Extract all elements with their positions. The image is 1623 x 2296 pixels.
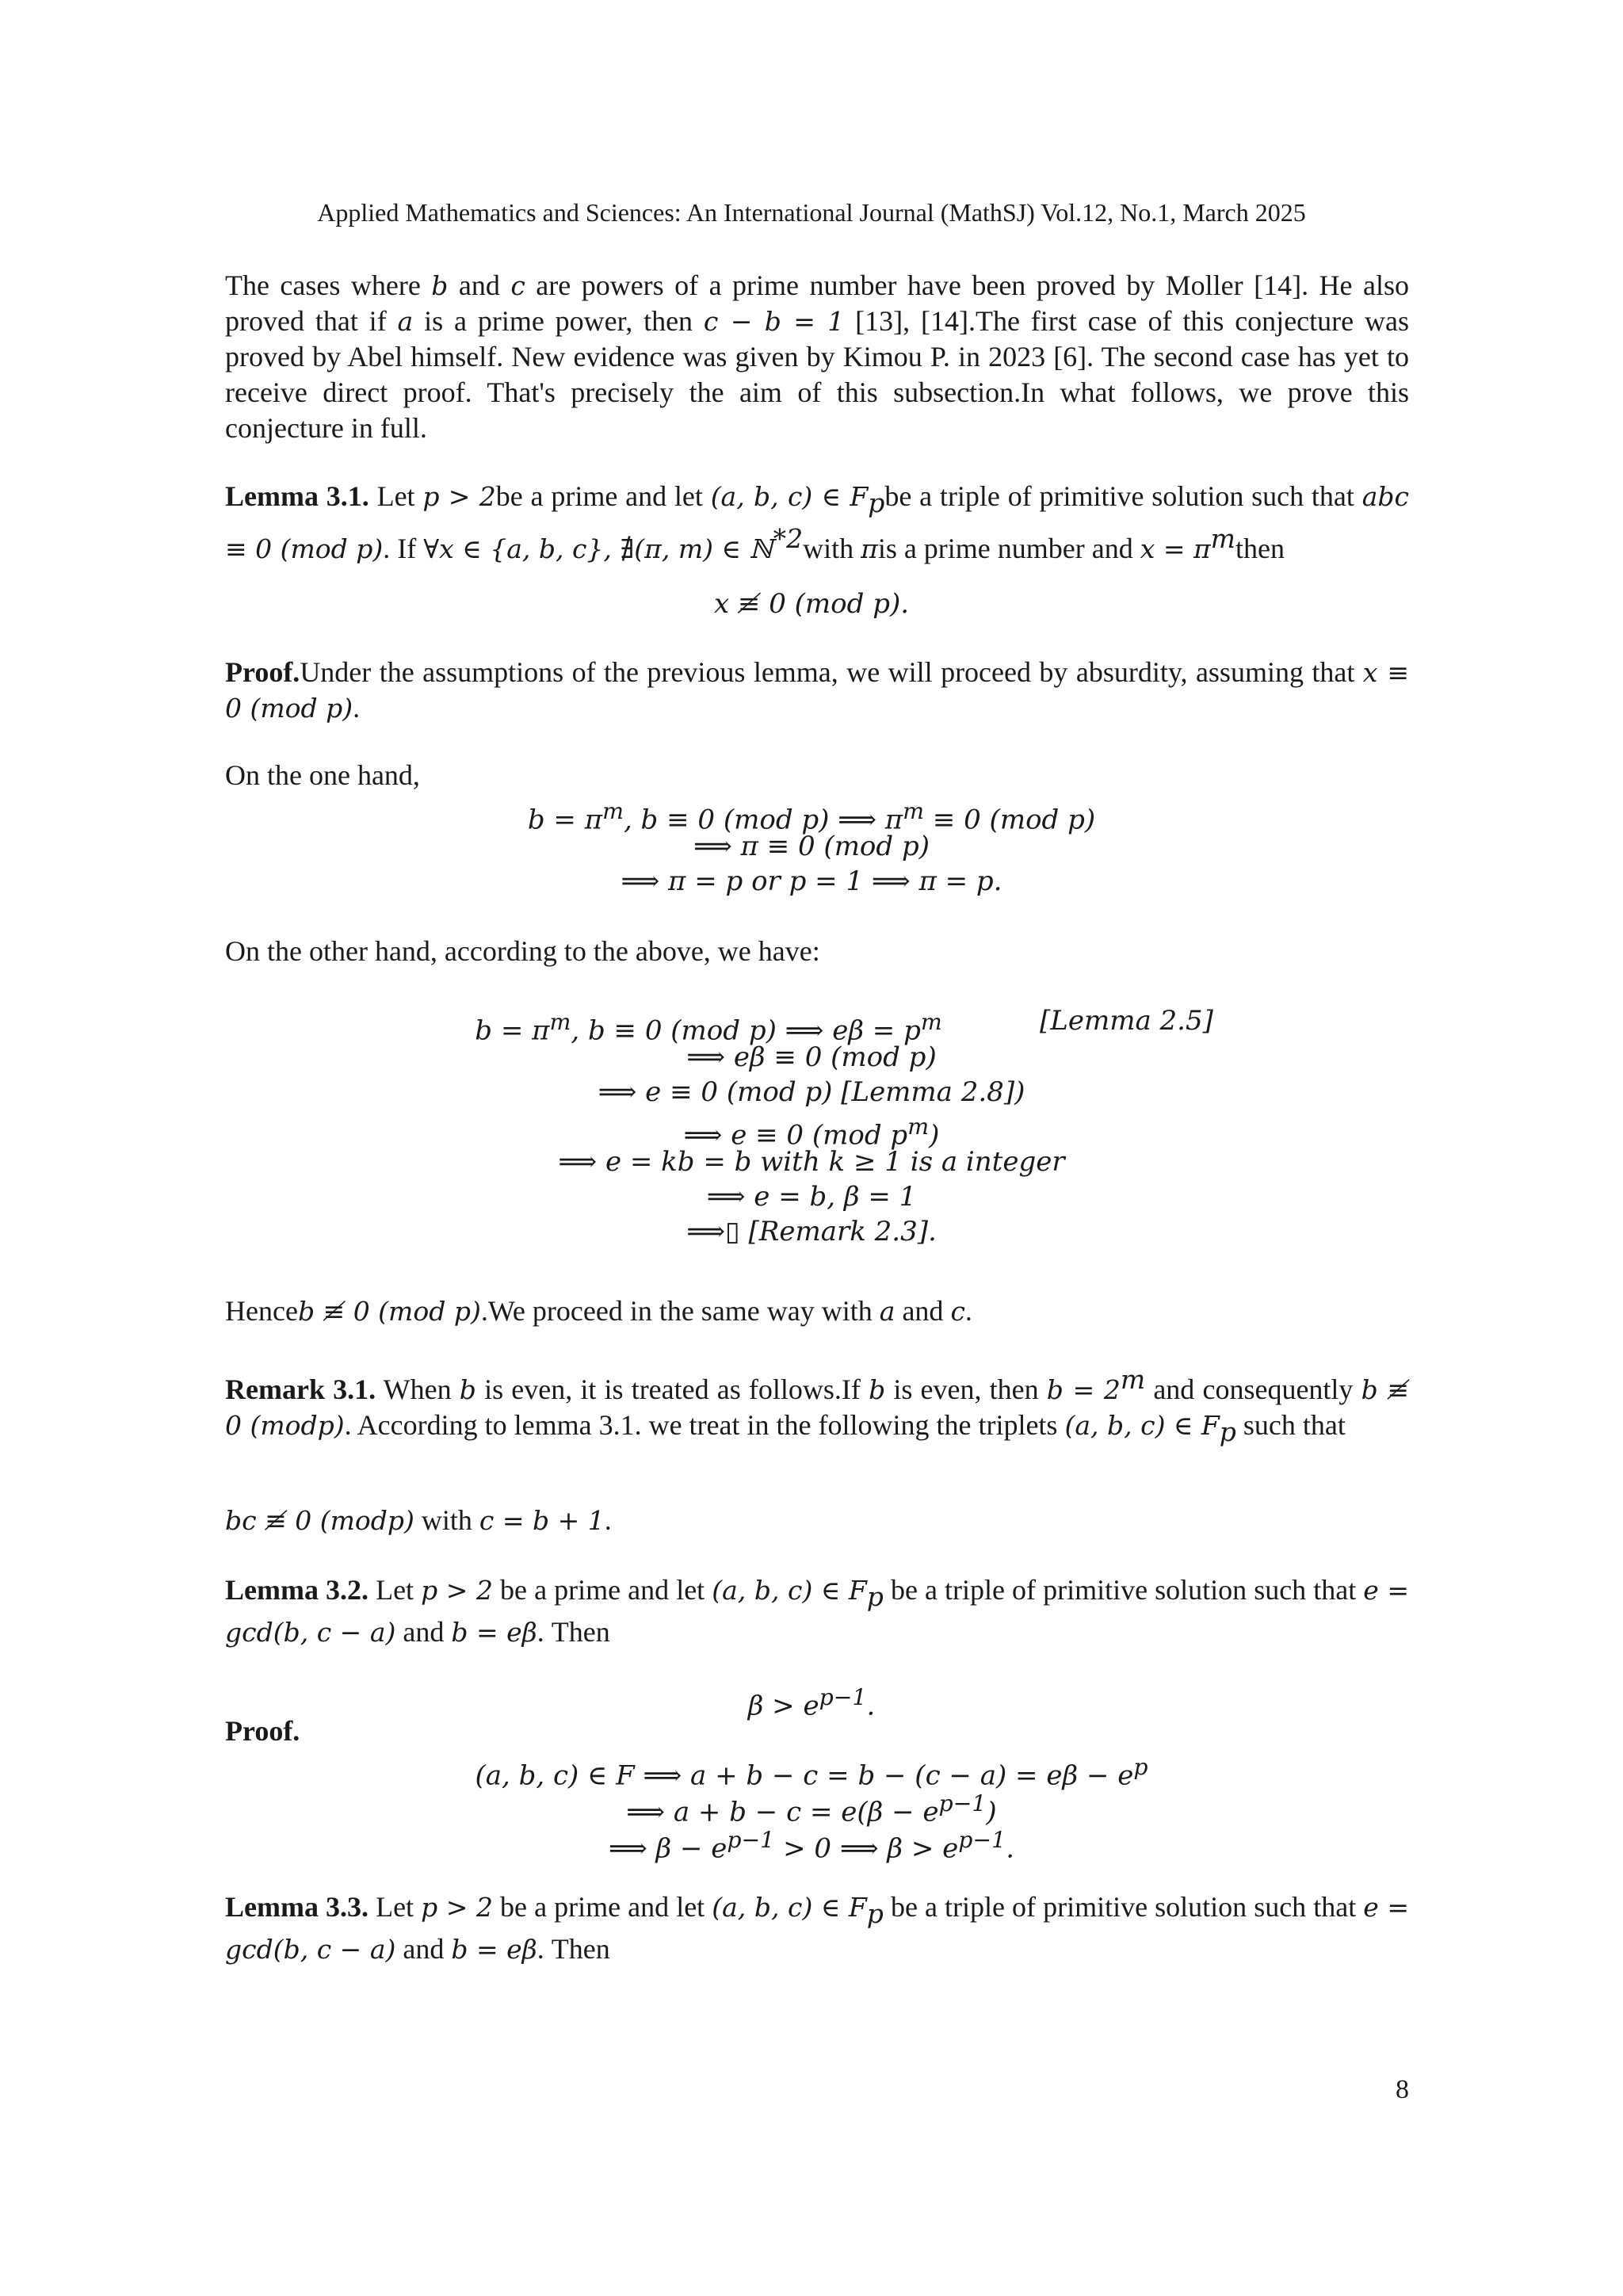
- lemma-3-1-display: x ≢ 0 (mod p).: [713, 588, 910, 620]
- lemma-3-2-display: $\beta > e^{p-1}$.: [747, 1684, 876, 1722]
- one-hand-text: On the one hand,: [225, 759, 420, 791]
- lemma-3-1: Lemma 3.1. Let p > 2be a prime and let (a, b, c) ∈ $F_pbe$ a triple of primitive solution such that abc ≡ 0 (mod p). If ∀x ∈ {a, b, c}, ∄(π, m) ∈ ℕ$^{*2}$with πis a prime number and $x = \pi^mthen$: [225, 480, 1409, 565]
- lemma-3-3: Lemma 3.3. Let p > 2 be a prime and let (a, b, c) ∈ $F_p$ be a triple of primitive solution such that e = gcd(b, c − a) and b = eβ. Then: [225, 1891, 1410, 1966]
- equation-line: ⟹ $a + b - c = e(\beta - e^{p-1})$: [626, 1790, 997, 1828]
- bc-condition-line: bc ≢ 0 (modp) with c = b + 1.: [225, 1504, 612, 1536]
- lemma-3-2: Lemma 3.2. Let p > 2 be a prime and let (a, b, c) ∈ $F_p$ be a triple of primitive solution such that e = gcd(b, c − a) and b = eβ. Then: [225, 1574, 1410, 1648]
- proof-3-2-label: Proof.: [225, 1715, 300, 1747]
- equation-line: $b = \pi^m$, b ≡ 0 (mod p) ⟹ $\pi^m \equiv 0$ (mod p): [527, 798, 1096, 836]
- equation-line: ⟹ e ≡ 0 (mod $p^m$): [683, 1114, 940, 1152]
- equation-tag: [Lemma 2.5]: [1040, 1005, 1213, 1037]
- other-hand-text: On the other hand, according to the above, we have:: [225, 935, 820, 967]
- equation-line: ⟹ e = kb = b with k ≥ 1 is a integer: [558, 1146, 1065, 1178]
- lemma-label: Lemma 3.1.: [225, 480, 369, 512]
- equation-line: ⟹ e ≡ 0 (mod p) [Lemma 2.8]): [598, 1076, 1025, 1108]
- page-number: 8: [1396, 2075, 1409, 2104]
- intro-paragraph: The cases where b and c are powers of a prime number have been proved by Moller [14]. He also proved that if a is a prime power, then c − b = 1 [13], [14].The first case of this conjecture was proved by Abel himself. New evidence was given by Kimou P. in 2023 [6]. The second case has yet to receive direct proof. That's precisely the aim of this subsection.In what follows, we prove this conjecture in full.: [225, 269, 1409, 444]
- running-header: Applied Mathematics and Sciences: An International Journal (MathSJ) Vol.12, No.1, March 2025: [317, 198, 1306, 227]
- equation-line: ⟹ e = b, β = 1: [706, 1181, 917, 1213]
- equation-line: ⟹ $\beta - e^{p-1} > 0$ ⟹ $\beta > e^{p-1}$.: [608, 1827, 1015, 1865]
- remark-3-1: Remark 3.1. When b is even, it is treated as follows.If b is even, then $b = 2^m$ and consequently b ≢ 0 (modp). According to lemma 3.1. we treat in the following the triplets (a, b, c) ∈ $F_p$ such that: [225, 1364, 1410, 1448]
- hence-line: Henceb ≢ 0 (mod p).We proceed in the same way with a and c.: [225, 1295, 972, 1327]
- equation-line: ⟹ π = p or p = 1 ⟹ π = p.: [621, 865, 1002, 897]
- equation-line: $b = \pi^m$, b ≡ 0 (mod p) ⟹ $e\beta = p^m$: [475, 1009, 942, 1047]
- equation-line: ⟹▯ [Remark 2.3].: [686, 1216, 937, 1247]
- equation-line: ⟹ eβ ≡ 0 (mod p): [686, 1041, 937, 1073]
- equation-line: ⟹ π ≡ 0 (mod p): [693, 831, 930, 862]
- equation-line: (a, b, c) ∈ F ⟹ $a + b - c = b - (c - a) = e\beta - e^p$: [475, 1754, 1148, 1792]
- proof-3-1: Proof.Under the assumptions of the previous lemma, we will proceed by absurdity, assuming that x ≡ 0 (mod p).: [225, 656, 1409, 724]
